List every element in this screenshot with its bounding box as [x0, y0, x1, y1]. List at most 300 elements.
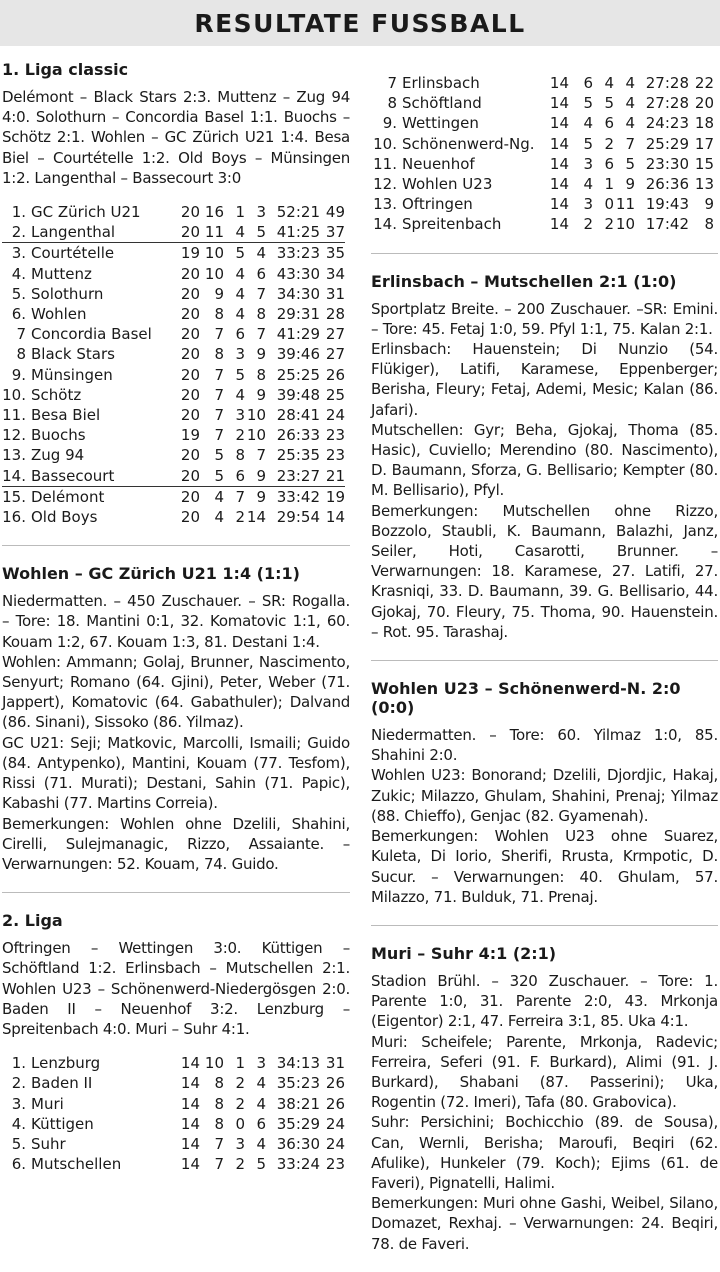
rank-cell: 10. [373, 134, 397, 153]
team-cell: Muttenz [31, 264, 92, 283]
team-cell: Langenthal [26, 222, 179, 243]
won-cell: 4 [214, 487, 224, 506]
won-cell: 11 [200, 222, 224, 243]
rank-cell: 13. [2, 446, 26, 465]
goals-cell: 29:54 [276, 508, 320, 527]
left-column [2, 60, 350, 1192]
played-cell: 14 [549, 114, 569, 133]
won-cell: 7 [214, 1134, 224, 1153]
goals-cell: 41:25 [266, 222, 320, 243]
goals-cell: 28:41 [276, 406, 320, 425]
drawn-cell: 2 [235, 426, 245, 445]
team-cell: Black Stars [31, 345, 115, 364]
table-row [2, 1154, 345, 1174]
match-paragraph: Mutschellen: Gyr; Beha, Gjokaj, Thoma (85. Hasic), Cuviello; Merendino (80. Nascimento), D. Baumann, Sforza, G. Bellisario; Kempter (80. M. Bellisario), Pfyl. [371, 420, 718, 500]
rank-cell: 9. [11, 365, 26, 384]
team-cell: Küttigen [31, 1114, 94, 1133]
won-cell: 4 [583, 175, 593, 194]
match-paragraph: Niedermatten. – Tore: 60. Yilmaz 1:0, 85. Shahini 2:0. [371, 726, 718, 765]
team-cell: Concordia Basel [31, 325, 152, 344]
rank-cell: 15. [2, 487, 26, 506]
played-cell: 19 [180, 244, 200, 263]
rank-cell: 8 [387, 94, 397, 113]
match-title: Erlinsbach – Mutschellen 2:1 (1:0) [371, 271, 677, 291]
points-cell: 15 [694, 154, 714, 173]
drawn-cell: 0 [604, 195, 614, 214]
lost-cell: 5 [245, 222, 266, 243]
liga1-results: Delémont – Black Stars 2:3. Muttenz – Zug 94 4:0. Solothurn – Concordia Basel 1:1. Buochs – Schötz 2:1. Wohlen – GC Zürich U21 1:4. Besa Biel – Courtételle 1:2. Old Boys – Münsingen 1:2. Langenthal – Bassecourt 3:0 [2, 88, 350, 187]
won-cell: 6 [583, 74, 593, 92]
goals-cell: 41:29 [276, 325, 320, 344]
won-cell: 16 [204, 203, 224, 222]
rank-cell: 7 [387, 74, 397, 92]
divider [2, 892, 350, 893]
rank-cell: 9. [382, 114, 397, 133]
lost-cell: 5 [256, 1155, 266, 1174]
drawn-cell: 2 [235, 1074, 245, 1093]
drawn-cell: 6 [224, 466, 245, 487]
points-cell: 31 [325, 1054, 345, 1073]
table-row [2, 365, 345, 385]
played-cell: 20 [180, 284, 200, 303]
table-row [2, 1053, 345, 1073]
match-title: Wohlen – GC Zürich U21 1:4 (1:1) [2, 564, 300, 584]
goals-cell: 26:36 [645, 175, 689, 194]
points-cell: 24 [325, 1114, 345, 1133]
won-cell: 5 [583, 94, 593, 113]
lost-cell: 9 [245, 466, 266, 487]
team-cell: Delémont [31, 487, 105, 506]
points-cell: 34 [325, 264, 345, 283]
goals-cell: 25:25 [276, 365, 320, 384]
won-cell: 3 [583, 195, 593, 214]
team-cell: Suhr [31, 1134, 66, 1153]
drawn-cell: 3 [235, 345, 245, 364]
goals-cell: 39:46 [276, 345, 320, 364]
goals-cell: 33:24 [276, 1155, 320, 1174]
divider [2, 545, 350, 546]
table-row [2, 425, 345, 445]
rank-cell: 11. [373, 154, 397, 173]
lost-cell: 7 [256, 446, 266, 465]
points-cell: 22 [694, 74, 714, 92]
team-cell: Spreitenbach [402, 215, 502, 234]
lost-cell: 4 [625, 74, 635, 92]
drawn-cell: 6 [235, 325, 245, 344]
played-cell: 14 [180, 1054, 200, 1073]
points-cell: 25 [325, 385, 345, 404]
match-paragraph: Wohlen: Ammann; Golaj, Brunner, Nascimento, Senyurt; Romano (64. Gjini), Peter, Weber (71. Jappert), Komatovic (64. Gabathuler); Dalvand (86. Sinani), Sissoko (86. Yilmaz). [2, 652, 350, 732]
match-title: Muri – Suhr 4:1 (2:1) [371, 943, 557, 963]
goals-cell: 17:42 [645, 215, 689, 234]
table-row [2, 304, 345, 324]
lost-cell: 9 [256, 345, 266, 364]
won-cell: 4 [214, 508, 224, 527]
team-cell: Wettingen [402, 114, 479, 133]
won-cell: 7 [214, 426, 224, 445]
played-cell: 14 [549, 175, 569, 194]
lost-cell: 10 [246, 426, 266, 445]
points-cell: 35 [325, 244, 345, 263]
points-cell: 27 [325, 345, 345, 364]
drawn-cell: 5 [604, 94, 614, 113]
drawn-cell: 4 [235, 385, 245, 404]
played-cell: 20 [180, 487, 200, 506]
played-cell: 20 [180, 325, 200, 344]
goals-cell: 27:28 [645, 74, 689, 92]
goals-cell: 25:35 [276, 446, 320, 465]
table-row [2, 1094, 345, 1114]
lost-cell: 3 [256, 203, 266, 222]
played-cell: 20 [180, 406, 200, 425]
points-cell: 31 [325, 284, 345, 303]
played-cell: 14 [180, 1074, 200, 1093]
table-row [2, 1114, 345, 1134]
lost-cell: 4 [256, 1094, 266, 1113]
points-cell: 26 [325, 365, 345, 384]
match-paragraph: Bemerkungen: Wohlen U23 ohne Suarez, Kuleta, Di Iorio, Sherifi, Rrusta, Krmpotic, D. Sucur. – Verwarnungen: 40. Ghulam, 57. Milazzo, 71. Bulduk, 71. Prenaj. [371, 827, 718, 906]
table-row [2, 466, 345, 487]
liga1-standings-table [2, 202, 345, 527]
lost-cell: 7 [625, 134, 635, 153]
lost-cell: 10 [615, 215, 635, 234]
match-paragraph: Stadion Brühl. – 320 Zuschauer. – Tore: 1. Parente 1:0, 31. Parente 2:0, 43. Mrkonja (Eigentor) 2:1, 47. Ferreira 3:1, 85. Uka 4:1. [371, 971, 718, 1031]
played-cell: 20 [180, 223, 200, 242]
team-cell: Erlinsbach [402, 74, 480, 92]
lost-cell: 4 [256, 244, 266, 263]
won-cell: 7 [214, 365, 224, 384]
won-cell: 10 [204, 244, 224, 263]
table-row [2, 264, 345, 284]
played-cell: 20 [180, 264, 200, 283]
goals-cell: 35:23 [276, 1074, 320, 1093]
won-cell: 8 [214, 1074, 224, 1093]
points-cell: 24 [325, 406, 345, 425]
rank-cell: 6. [11, 1155, 26, 1174]
table-row [371, 154, 714, 174]
won-cell: 4 [583, 114, 593, 133]
played-cell: 20 [180, 385, 200, 404]
points-cell: 8 [704, 215, 714, 234]
liga2-title: 2. Liga [2, 911, 63, 931]
points-cell: 23 [325, 426, 345, 445]
drawn-cell: 2 [235, 1155, 245, 1174]
match-paragraph: Wohlen U23: Bonorand; Dzelili, Djordjic, Hakaj, Zukic; Milazzo, Ghulam, Shahini, Prenaj; Yilmaz (88. Chieffo), Genjac (82. Gyamenah). [371, 766, 718, 825]
lost-cell: 8 [256, 365, 266, 384]
table-row [2, 445, 345, 465]
points-cell: 24 [325, 1134, 345, 1153]
played-cell: 14 [180, 1134, 200, 1153]
points-cell: 26 [325, 1074, 345, 1093]
played-cell: 20 [180, 508, 200, 527]
points-cell: 49 [325, 203, 345, 222]
team-cell: Lenzburg [31, 1054, 101, 1073]
drawn-cell: 1 [604, 175, 614, 194]
points-cell: 26 [325, 1094, 345, 1113]
points-cell: 18 [694, 114, 714, 133]
drawn-cell: 5 [235, 365, 245, 384]
played-cell: 20 [180, 203, 200, 222]
divider [371, 925, 718, 926]
rank-cell: 3. [11, 244, 26, 263]
rank-cell: 7 [16, 325, 26, 344]
points-cell: 20 [694, 94, 714, 113]
goals-cell: 36:30 [276, 1134, 320, 1153]
drawn-cell: 4 [235, 264, 245, 283]
rank-cell: 3. [11, 1094, 26, 1113]
lost-cell: 7 [256, 325, 266, 344]
team-cell: Old Boys [31, 508, 98, 527]
points-cell: 9 [704, 195, 714, 214]
table-row [2, 284, 345, 304]
rank-cell: 13. [373, 195, 397, 214]
table-row [371, 93, 714, 113]
team-cell: Schötz [31, 385, 82, 404]
rank-cell: 2. [2, 222, 26, 243]
played-cell: 14 [180, 1114, 200, 1133]
match-paragraph: Suhr: Persichini; Bochicchio (89. de Sousa), Can, Wernli, Berisha; Maroufi, Beqiri (62. Afulike), Hunkeler (79. Koch); Ejims (61. de Faveri), Pignatelli, Halimi. [371, 1113, 718, 1192]
won-cell: 2 [583, 215, 593, 234]
points-cell: 23 [325, 1155, 345, 1174]
points-cell: 37 [320, 222, 345, 243]
team-cell: Schönenwerd-Ng. [402, 134, 535, 153]
played-cell: 14 [549, 94, 569, 113]
team-cell: Wohlen U23 [402, 175, 493, 194]
won-cell: 8 [214, 345, 224, 364]
drawn-cell: 1 [235, 203, 245, 222]
drawn-cell: 2 [235, 1094, 245, 1113]
drawn-cell: 1 [235, 1054, 245, 1073]
rank-cell: 12. [373, 175, 397, 194]
drawn-cell: 6 [604, 154, 614, 173]
drawn-cell: 0 [235, 1114, 245, 1133]
drawn-cell: 4 [235, 305, 245, 324]
team-cell: Oftringen [402, 195, 473, 214]
won-cell: 8 [214, 1114, 224, 1133]
won-cell: 10 [204, 1054, 224, 1073]
played-cell: 20 [180, 345, 200, 364]
right-column [371, 73, 718, 1272]
lost-cell: 3 [256, 1054, 266, 1073]
match-report-wohlen-gc [2, 564, 350, 874]
match-title: Wohlen U23 – Schönenwerd-N. 2:0 (0:0) [371, 679, 681, 718]
match-paragraph: Bemerkungen: Mutschellen ohne Rizzo, Bozzolo, Staubli, K. Baumann, Balazhi, Janz, Seiler, Hoti, Casarotti, Brunner. – Verwarnungen: 18. Karamese, 27. Latifi, 27. Krasniqi, 33. D. Baumann, 39. G. Bellisario, 44. Gjokaj, 70. Fleury, 75. Thoma, 90. Hauenstein. – Rot. 95. Tarashaj. [371, 501, 718, 641]
goals-cell: 33:23 [276, 244, 320, 263]
points-cell: 13 [694, 175, 714, 194]
rank-cell: 10. [2, 385, 26, 404]
divider [371, 660, 718, 661]
lost-cell: 9 [625, 175, 635, 194]
match-paragraph: Muri: Scheifele; Parente, Mrkonja, Radevic; Ferreira, Seferi (91. F. Burkard), Alimi (91. J. Burkard), Shabani (87. Passerini); Uka, Rogentin (72. Imeri), Tafa (80. Grabovica). [371, 1032, 718, 1112]
won-cell: 5 [214, 446, 224, 465]
table-row [2, 1073, 345, 1093]
table-row [2, 1134, 345, 1154]
rank-cell: 4. [11, 1114, 26, 1133]
won-cell: 8 [214, 1094, 224, 1113]
drawn-cell: 5 [235, 244, 245, 263]
team-cell: Besa Biel [31, 406, 101, 425]
liga2-standings-table-part2 [371, 73, 714, 235]
goals-cell: 34:30 [276, 284, 320, 303]
rank-cell: 5. [11, 1134, 26, 1153]
page-title: RESULTATE FUSSBALL [194, 8, 526, 38]
goals-cell: 19:43 [645, 195, 689, 214]
rank-cell: 1. [11, 203, 26, 222]
won-cell: 7 [214, 1155, 224, 1174]
rank-cell: 2. [11, 1074, 26, 1093]
goals-cell: 29:31 [276, 305, 320, 324]
liga2-results: Oftringen – Wettingen 3:0. Küttigen – Schöftland 1:2. Erlinsbach – Mutschellen 2:1. Wohlen U23 – Schönenwerd-Niedergösgen 2:0. Baden II – Neuenhof 3:2. Lenzburg – Spreitenbach 4:0. Muri – Suhr 4:1. [2, 939, 350, 1038]
goals-cell: 25:29 [645, 134, 689, 153]
won-cell: 7 [214, 406, 224, 425]
lost-cell: 4 [256, 1134, 266, 1153]
played-cell: 14 [549, 195, 569, 214]
goals-cell: 23:30 [645, 154, 689, 173]
team-cell: Courtételle [31, 244, 115, 263]
rank-cell: 4. [11, 264, 26, 283]
drawn-cell: 4 [235, 284, 245, 303]
table-row [2, 324, 345, 344]
rank-cell: 12. [2, 426, 26, 445]
played-cell: 14 [549, 215, 569, 234]
drawn-cell: 7 [235, 487, 245, 506]
team-cell: GC Zürich U21 [31, 203, 141, 222]
match-report-erlinsbach [371, 272, 718, 642]
won-cell: 7 [214, 385, 224, 404]
rank-cell: 11. [2, 406, 26, 425]
rank-cell: 8 [16, 345, 26, 364]
won-cell: 9 [214, 284, 224, 303]
table-row [371, 174, 714, 194]
lost-cell: 14 [246, 508, 266, 527]
table-row [2, 202, 345, 222]
table-row [371, 73, 714, 93]
points-cell: 23 [325, 446, 345, 465]
team-cell: Wohlen [31, 305, 87, 324]
lost-cell: 4 [256, 1074, 266, 1093]
points-cell: 28 [325, 305, 345, 324]
goals-cell: 26:33 [276, 426, 320, 445]
team-cell: Buochs [31, 426, 86, 445]
goals-cell: 35:29 [276, 1114, 320, 1133]
drawn-cell: 2 [235, 508, 245, 527]
match-paragraph: Erlinsbach: Hauenstein; Di Nunzio (54. Flükiger), Latifi, Karamese, Eppenberger; Berisha, Fleury; Fetaj, Ademi, Mesic; Kalan (86. Jafari). [371, 340, 718, 419]
won-cell: 8 [214, 305, 224, 324]
played-cell: 20 [180, 446, 200, 465]
match-paragraph: Sportplatz Breite. – 200 Zuschauer. –SR: Emini. – Tore: 45. Fetaj 1:0, 59. Pfyl 1:1, 75. Kalan 2:1. [371, 299, 718, 338]
drawn-cell: 3 [235, 406, 245, 425]
lost-cell: 9 [256, 385, 266, 404]
lost-cell: 9 [256, 487, 266, 506]
drawn-cell: 2 [604, 134, 614, 153]
points-cell: 21 [320, 466, 345, 487]
played-cell: 14 [549, 154, 569, 173]
lost-cell: 10 [246, 406, 266, 425]
goals-cell: 43:30 [276, 264, 320, 283]
played-cell: 14 [180, 1155, 200, 1174]
played-cell: 14 [549, 134, 569, 153]
table-row [2, 222, 345, 243]
team-cell: Baden II [31, 1074, 93, 1093]
team-cell: Zug 94 [31, 446, 85, 465]
divider [371, 253, 718, 254]
team-cell: Solothurn [31, 284, 104, 303]
goals-cell: 38:21 [276, 1094, 320, 1113]
points-cell: 19 [325, 487, 345, 506]
drawn-cell: 8 [235, 446, 245, 465]
rank-cell: 6. [11, 305, 26, 324]
drawn-cell: 4 [224, 222, 245, 243]
lost-cell: 6 [256, 1114, 266, 1133]
goals-cell: 24:23 [645, 114, 689, 133]
lost-cell: 4 [625, 94, 635, 113]
rank-cell: 1. [11, 1054, 26, 1073]
team-cell: Neuenhof [402, 154, 475, 173]
lost-cell: 6 [256, 264, 266, 283]
team-cell: Muri [31, 1094, 64, 1113]
lost-cell: 11 [615, 195, 635, 214]
drawn-cell: 4 [604, 74, 614, 92]
table-row [371, 134, 714, 154]
table-row [2, 486, 345, 507]
played-cell: 14 [180, 1094, 200, 1113]
table-row [2, 507, 345, 527]
won-cell: 5 [583, 134, 593, 153]
points-cell: 17 [694, 134, 714, 153]
match-report-muri [371, 944, 718, 1254]
lost-cell: 7 [256, 284, 266, 303]
match-report-wohlen-u23 [371, 679, 718, 907]
lost-cell: 8 [256, 305, 266, 324]
match-paragraph: Niedermatten. – 450 Zuschauer. – SR: Rogalla. – Tore: 18. Mantini 0:1, 32. Komatovic 1:1, 60. Kouam 1:2, 67. Kouam 1:3, 81. Destani 1:4. [2, 592, 350, 651]
table-row [371, 214, 714, 234]
goals-cell: 33:42 [276, 487, 320, 506]
rank-cell: 14. [373, 215, 397, 234]
played-cell: 20 [180, 466, 200, 485]
team-cell: Mutschellen [31, 1155, 122, 1174]
rank-cell: 16. [2, 508, 26, 527]
table-row [2, 243, 345, 264]
goals-cell: 27:28 [645, 94, 689, 113]
won-cell: 10 [204, 264, 224, 283]
liga1-title: 1. Liga classic [2, 60, 129, 79]
match-paragraph: Bemerkungen: Wohlen ohne Dzelili, Shahini, Cirelli, Sulejmanagic, Rizzo, Assaiante. – Verwarnungen: 52. Kouam, 74. Guido. [2, 814, 350, 873]
liga2-standings-table-part1 [2, 1053, 345, 1174]
team-cell: Schöftland [402, 94, 482, 113]
won-cell: 3 [583, 154, 593, 173]
drawn-cell: 3 [235, 1134, 245, 1153]
goals-cell: 52:21 [276, 203, 320, 222]
table-row [371, 113, 714, 133]
lost-cell: 5 [625, 154, 635, 173]
drawn-cell: 6 [604, 114, 614, 133]
rank-cell: 14. [2, 466, 26, 485]
won-cell: 7 [214, 325, 224, 344]
goals-cell: 39:48 [276, 385, 320, 404]
points-cell: 27 [325, 325, 345, 344]
team-cell: Bassecourt [26, 466, 179, 487]
played-cell: 20 [180, 365, 200, 384]
lost-cell: 4 [625, 114, 635, 133]
team-cell: Münsingen [31, 365, 113, 384]
played-cell: 20 [180, 305, 200, 324]
table-row [2, 405, 345, 425]
match-paragraph: Bemerkungen: Muri ohne Gashi, Weibel, Silano, Domazet, Rexhaj. – Verwarnungen: 24. Beqiri, 78. de Faveri. [371, 1194, 718, 1253]
section-header [0, 0, 720, 46]
goals-cell: 34:13 [276, 1054, 320, 1073]
played-cell: 19 [180, 426, 200, 445]
table-row [2, 344, 345, 364]
